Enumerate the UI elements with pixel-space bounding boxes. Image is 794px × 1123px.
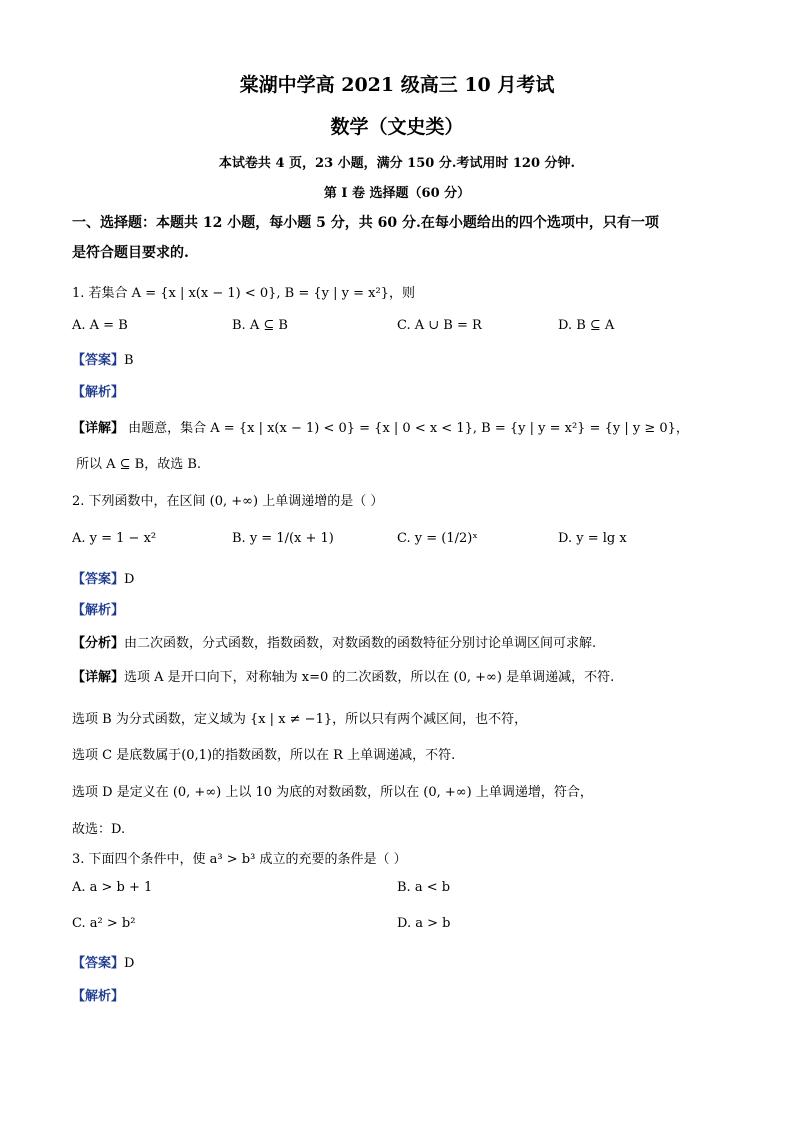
- detail-text: 由题意，集合 A = {x | x(x − 1) < 0} = {x | 0 < x < 1}, B = {y | y = x²} = {y | y ≥ 0}，: [128, 421, 689, 436]
- q2-option-d: D. y = lg x: [558, 531, 627, 546]
- q3-option-b: B. a < b: [397, 880, 451, 895]
- subject-title: 数学（文史类）: [330, 116, 464, 138]
- q1-conclusion: 所以 A ⊆ B，故选 B.: [76, 457, 202, 472]
- detail-label: 【详解】: [72, 421, 125, 436]
- q3-option-c: C. a² > b²: [72, 916, 136, 931]
- q1-option-a: A. A = B: [72, 318, 128, 333]
- question-2-stem: 2. 下列函数中，在区间 (0, +∞) 上单调递增的是（ ）: [72, 494, 384, 509]
- q2-conclusion: 故选：D.: [72, 822, 126, 837]
- section-heading-line1: 一、选择题：本题共 12 小题，每小题 5 分，共 60 分.在每小题给出的四个选项中，只有一项: [72, 215, 659, 231]
- q2-option-c: C. y = (1/2)ˣ: [397, 531, 478, 546]
- q3-option-a: A. a > b + 1: [72, 880, 153, 895]
- q2-line-c: 选项 C 是底数属于(0,1)的指数函数，所以在 R 上单调递减，不符.: [72, 748, 456, 763]
- q2-line-d: 选项 D 是定义在 (0, +∞) 上以 10 为底的对数函数，所以在 (0, +∞) 上单调递增，符合，: [72, 785, 593, 800]
- q3-option-d: D. a > b: [397, 916, 451, 931]
- detail-label: 【详解】: [72, 670, 125, 685]
- part-title: 第 I 卷 选择题（60 分）: [323, 186, 471, 201]
- q1-detail: [72, 417, 689, 436]
- answer-label: 【答案】: [72, 956, 125, 971]
- detail-text: 选项 A 是开口向下，对称轴为 x=0 的二次函数，所以在 (0, +∞) 是单调递减，不符.: [124, 670, 615, 685]
- q1-option-b: B. A ⊆ B: [232, 318, 288, 333]
- q1-analysis-label: 【解析】: [72, 385, 125, 400]
- q2-line-b: 选项 B 为分式函数，定义域为 {x | x ≠ −1}，所以只有两个减区间，也不符，: [72, 712, 528, 727]
- q3-answer: [72, 952, 134, 971]
- q1-option-d: D. B ⊆ A: [558, 318, 615, 333]
- exam-instructions: 本试卷共 4 页，23 小题，满分 150 分.考试用时 120 分钟.: [218, 156, 576, 171]
- q2-analysis-label: 【解析】: [72, 603, 125, 618]
- fenxi-text: 由二次函数，分式函数，指数函数，对数函数的函数特征分别讨论单调区间可求解.: [124, 636, 597, 651]
- question-3-stem: 3. 下面四个条件中，使 a³ > b³ 成立的充要的条件是（ ）: [72, 852, 407, 867]
- q1-answer: [72, 349, 134, 368]
- answer-label: 【答案】: [72, 353, 125, 368]
- answer-label: 【答案】: [72, 572, 125, 587]
- q1-option-c: C. A ∪ B = R: [397, 318, 482, 333]
- q2-answer: [72, 568, 134, 587]
- q3-analysis-label: 【解析】: [72, 989, 125, 1004]
- answer-value: D: [124, 956, 135, 971]
- q2-option-b: B. y = 1/(x + 1): [232, 531, 334, 546]
- answer-value: D: [124, 572, 135, 587]
- q2-fenxi: [72, 632, 596, 651]
- answer-value: B: [124, 353, 134, 368]
- q2-option-a: A. y = 1 − x²: [72, 531, 157, 546]
- question-1-stem: 1. 若集合 A = {x | x(x − 1) < 0}, B = {y | y = x²}，则: [72, 286, 415, 301]
- fenxi-label: 【分析】: [72, 636, 125, 651]
- q2-detail: [72, 666, 614, 685]
- section-heading-line2: 是符合题目要求的.: [72, 245, 189, 261]
- exam-title: 棠湖中学高 2021 级高三 10 月考试: [239, 74, 555, 96]
